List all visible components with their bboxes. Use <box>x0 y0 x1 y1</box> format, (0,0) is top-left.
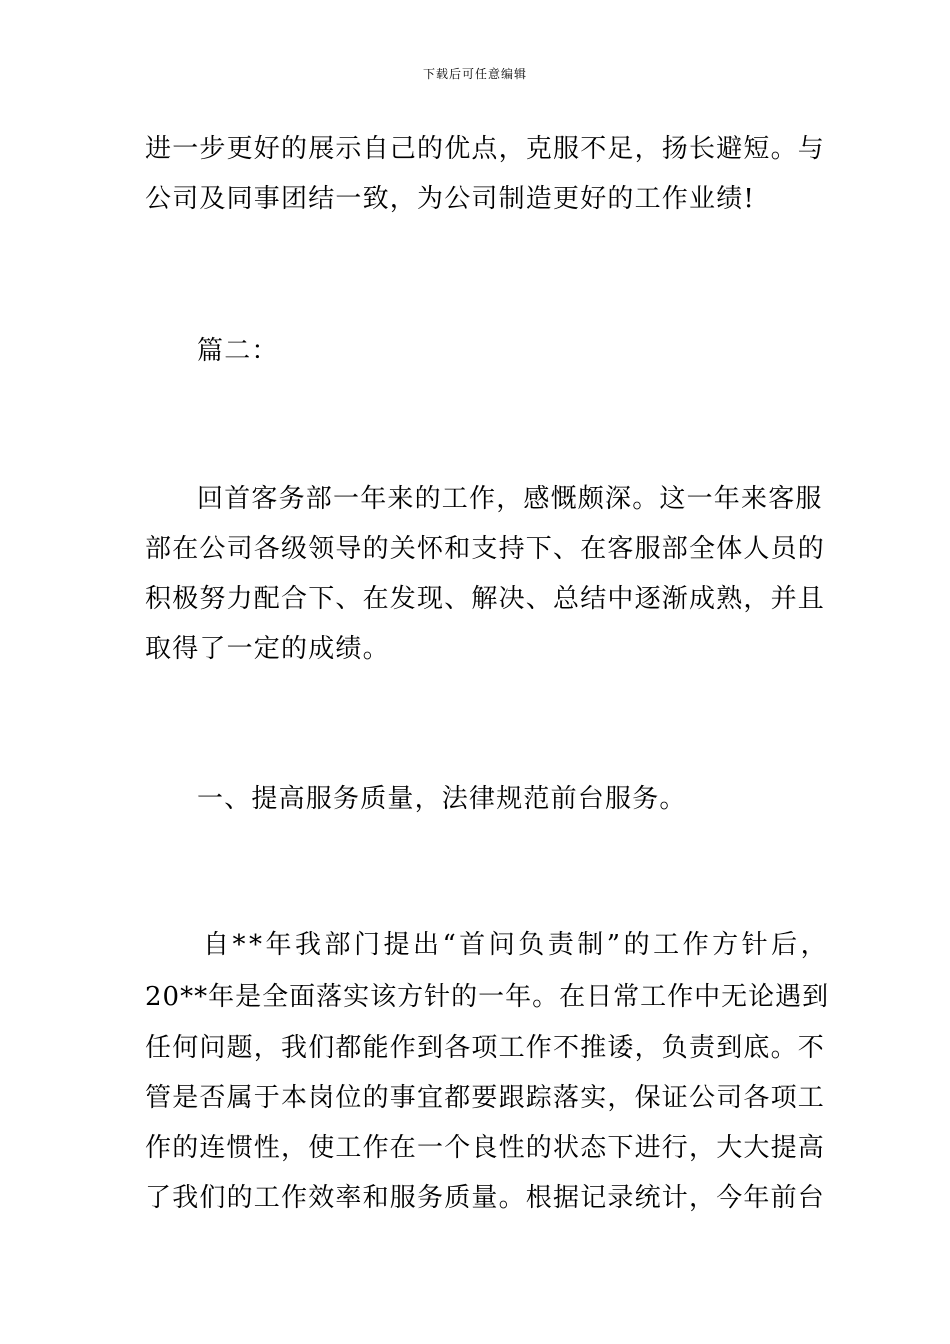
section-heading: 一、提高服务质量，法律规范前台服务。 <box>197 784 687 814</box>
page-header: 下载后可任意编辑 <box>422 67 527 81</box>
body-text-line: 进一步更好的展示自己的优点，克服不足，扬长避短。与 <box>145 134 826 164</box>
body-text-line: 了我们的工作效率和服务质量。根据记录统计，今年前台 <box>145 1183 826 1213</box>
body-text-line: 作的连惯性，使工作在一个良性的状态下进行，大大提高 <box>145 1133 826 1163</box>
body-text-line: 公司及同事团结一致，为公司制造更好的工作业绩! <box>145 184 756 214</box>
body-text-line: 部在公司各级领导的关怀和支持下、在客服部全体人员的 <box>145 534 826 564</box>
body-text-line: 任何问题，我们都能作到各项工作不推诿，负责到底。不 <box>145 1033 826 1063</box>
body-text-line: 回首客务部一年来的工作，感慨颇深。这一年来客服 <box>197 484 823 514</box>
body-text-line: 取得了一定的成绩。 <box>145 634 390 664</box>
section-heading: 篇二： <box>197 336 279 366</box>
body-text-line: 20**年是全面落实该方针的一年。在日常工作中无论遇到 <box>145 982 830 1012</box>
body-text-line: 管是否属于本岗位的事宜都要跟踪落实，保证公司各项工 <box>145 1083 826 1113</box>
body-text-line: 积极努力配合下、在发现、解决、总结中逐渐成熟，并且 <box>145 584 826 614</box>
body-text-line: 自**年我部门提出“首问负责制”的工作方针后， <box>203 930 831 960</box>
